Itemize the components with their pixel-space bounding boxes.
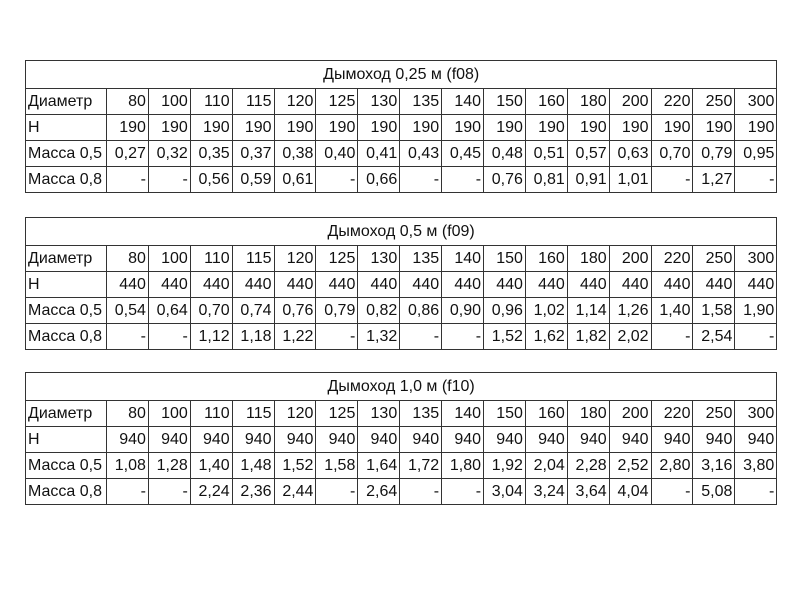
- table-cell: 0,57: [567, 141, 609, 167]
- table-cell: 130: [358, 246, 400, 272]
- row-label: Масса 0,8: [26, 479, 107, 505]
- table-cell: 440: [651, 272, 693, 298]
- table-cell: 440: [148, 272, 190, 298]
- table-cell: 940: [274, 427, 316, 453]
- row-label: Масса 0,5: [26, 141, 107, 167]
- table-cell: 120: [274, 246, 316, 272]
- table-cell: 110: [190, 401, 232, 427]
- table-cell: -: [316, 479, 358, 505]
- table-cell: 100: [148, 89, 190, 115]
- table-title-row: [26, 218, 777, 246]
- table-cell: 1,90: [735, 298, 777, 324]
- chimney-table-05: [25, 217, 777, 350]
- table-cell: 940: [316, 427, 358, 453]
- table-title: Дымоход 0,25 м (f08): [26, 61, 777, 89]
- table-cell: 0,66: [358, 167, 400, 193]
- table-cell: 190: [232, 115, 274, 141]
- table-cell: 3,24: [525, 479, 567, 505]
- table-cell: 440: [400, 272, 442, 298]
- table-cell: 150: [484, 89, 526, 115]
- table-cell: -: [107, 324, 149, 350]
- table-cell: 190: [107, 115, 149, 141]
- table-cell: 120: [274, 401, 316, 427]
- table-row: [26, 453, 777, 479]
- table-cell: 0,90: [442, 298, 484, 324]
- table-cell: 1,40: [190, 453, 232, 479]
- table-cell: 0,54: [107, 298, 149, 324]
- table-cell: 940: [567, 427, 609, 453]
- table-cell: 80: [107, 89, 149, 115]
- table-cell: 80: [107, 246, 149, 272]
- table-cell: -: [400, 479, 442, 505]
- table-cell: 160: [525, 246, 567, 272]
- table-cell: 940: [525, 427, 567, 453]
- table-cell: 940: [693, 427, 735, 453]
- table-cell: 190: [358, 115, 400, 141]
- table-cell: 250: [693, 401, 735, 427]
- table-cell: 440: [484, 272, 526, 298]
- table-cell: 0,70: [651, 141, 693, 167]
- table-cell: 125: [316, 246, 358, 272]
- table-cell: -: [651, 167, 693, 193]
- table-cell: 190: [274, 115, 316, 141]
- table-cell: 0,79: [316, 298, 358, 324]
- table-cell: 220: [651, 401, 693, 427]
- table-cell: 1,18: [232, 324, 274, 350]
- table-cell: 1,58: [693, 298, 735, 324]
- row-label: H: [26, 427, 107, 453]
- table-row: [26, 298, 777, 324]
- table-cell: 0,40: [316, 141, 358, 167]
- table-cell: 440: [190, 272, 232, 298]
- table-cell: -: [316, 167, 358, 193]
- table-cell: 115: [232, 246, 274, 272]
- table-cell: 200: [609, 246, 651, 272]
- table-row: [26, 115, 777, 141]
- table-cell: 1,52: [484, 324, 526, 350]
- table-cell: 440: [442, 272, 484, 298]
- table-cell: 3,04: [484, 479, 526, 505]
- table-cell: 1,28: [148, 453, 190, 479]
- table-cell: 440: [274, 272, 316, 298]
- table-cell: 190: [693, 115, 735, 141]
- table-cell: 2,54: [693, 324, 735, 350]
- table-cell: 440: [567, 272, 609, 298]
- table-cell: 940: [400, 427, 442, 453]
- table-cell: 2,36: [232, 479, 274, 505]
- table-cell: 440: [316, 272, 358, 298]
- table-cell: 300: [735, 401, 777, 427]
- row-label: Масса 0,8: [26, 324, 107, 350]
- table-cell: 220: [651, 246, 693, 272]
- table-cell: 80: [107, 401, 149, 427]
- table-cell: 3,16: [693, 453, 735, 479]
- table-title-row: [26, 61, 777, 89]
- table-cell: 0,96: [484, 298, 526, 324]
- table-cell: 1,48: [232, 453, 274, 479]
- table-cell: -: [148, 479, 190, 505]
- table-cell: 135: [400, 401, 442, 427]
- table-cell: 190: [525, 115, 567, 141]
- table-cell: -: [316, 324, 358, 350]
- table-cell: 0,70: [190, 298, 232, 324]
- table-cell: 180: [567, 89, 609, 115]
- table-cell: 2,52: [609, 453, 651, 479]
- table-cell: 3,64: [567, 479, 609, 505]
- row-label: Масса 0,5: [26, 298, 107, 324]
- table-cell: 1,80: [442, 453, 484, 479]
- table-cell: 180: [567, 401, 609, 427]
- table-cell: 1,32: [358, 324, 400, 350]
- table-cell: -: [735, 479, 777, 505]
- row-label: Диаметр: [26, 89, 107, 115]
- table-cell: 0,79: [693, 141, 735, 167]
- table-cell: 140: [442, 89, 484, 115]
- table-cell: 440: [107, 272, 149, 298]
- table-row: [26, 427, 777, 453]
- table-title: Дымоход 1,0 м (f10): [26, 373, 777, 401]
- table-cell: 1,14: [567, 298, 609, 324]
- table-cell: -: [442, 324, 484, 350]
- table-cell: 0,86: [400, 298, 442, 324]
- table-cell: 300: [735, 89, 777, 115]
- table-cell: -: [148, 167, 190, 193]
- table-cell: 0,61: [274, 167, 316, 193]
- table-cell: 2,64: [358, 479, 400, 505]
- table-cell: 0,95: [735, 141, 777, 167]
- table-cell: 940: [484, 427, 526, 453]
- table-cell: 940: [651, 427, 693, 453]
- table-cell: 440: [609, 272, 651, 298]
- table-cell: 0,37: [232, 141, 274, 167]
- table-cell: -: [442, 479, 484, 505]
- table-cell: 0,51: [525, 141, 567, 167]
- table-cell: 0,35: [190, 141, 232, 167]
- chimney-table-10: [25, 372, 777, 505]
- table-cell: -: [442, 167, 484, 193]
- table-cell: 0,32: [148, 141, 190, 167]
- table-cell: 2,24: [190, 479, 232, 505]
- table-cell: 940: [190, 427, 232, 453]
- table-row: [26, 167, 777, 193]
- table-cell: 2,04: [525, 453, 567, 479]
- table-cell: 200: [609, 401, 651, 427]
- table-cell: 250: [693, 89, 735, 115]
- table-cell: 190: [567, 115, 609, 141]
- table-cell: 190: [400, 115, 442, 141]
- table-cell: 0,48: [484, 141, 526, 167]
- table-cell: 200: [609, 89, 651, 115]
- table-cell: 0,38: [274, 141, 316, 167]
- table-cell: 940: [358, 427, 400, 453]
- table-row: [26, 246, 777, 272]
- table-cell: -: [400, 167, 442, 193]
- table-cell: 1,08: [107, 453, 149, 479]
- table-cell: 1,72: [400, 453, 442, 479]
- table-cell: 440: [232, 272, 274, 298]
- table-cell: 190: [190, 115, 232, 141]
- table-cell: 150: [484, 401, 526, 427]
- table-cell: 440: [358, 272, 400, 298]
- table-cell: 2,80: [651, 453, 693, 479]
- table-cell: 0,27: [107, 141, 149, 167]
- table-cell: 135: [400, 246, 442, 272]
- table-cell: 2,28: [567, 453, 609, 479]
- table-cell: 300: [735, 246, 777, 272]
- table-cell: 110: [190, 89, 232, 115]
- table-cell: 0,81: [525, 167, 567, 193]
- table-cell: 440: [525, 272, 567, 298]
- table-cell: -: [148, 324, 190, 350]
- table-cell: 150: [484, 246, 526, 272]
- table-cell: 0,41: [358, 141, 400, 167]
- table-cell: 140: [442, 401, 484, 427]
- table-cell: 5,08: [693, 479, 735, 505]
- table-cell: 3,80: [735, 453, 777, 479]
- table-cell: 115: [232, 401, 274, 427]
- table-row: [26, 479, 777, 505]
- table-cell: 100: [148, 401, 190, 427]
- table-cell: 125: [316, 89, 358, 115]
- table-row: [26, 401, 777, 427]
- table-cell: 0,74: [232, 298, 274, 324]
- row-label: Масса 0,5: [26, 453, 107, 479]
- table-cell: 940: [442, 427, 484, 453]
- table-cell: 4,04: [609, 479, 651, 505]
- table-cell: 1,27: [693, 167, 735, 193]
- table-cell: 1,82: [567, 324, 609, 350]
- table-cell: 180: [567, 246, 609, 272]
- table-cell: 140: [442, 246, 484, 272]
- table-cell: 135: [400, 89, 442, 115]
- table-cell: -: [400, 324, 442, 350]
- table-cell: 0,59: [232, 167, 274, 193]
- table-cell: 940: [232, 427, 274, 453]
- table-cell: 130: [358, 401, 400, 427]
- table-row: [26, 141, 777, 167]
- table-title: Дымоход 0,5 м (f09): [26, 218, 777, 246]
- table-cell: 0,76: [274, 298, 316, 324]
- table-row: [26, 324, 777, 350]
- table-cell: 0,43: [400, 141, 442, 167]
- table-cell: 1,64: [358, 453, 400, 479]
- row-label: Диаметр: [26, 401, 107, 427]
- table-cell: 160: [525, 401, 567, 427]
- table-cell: 190: [484, 115, 526, 141]
- table-cell: -: [735, 324, 777, 350]
- table-cell: 250: [693, 246, 735, 272]
- table-cell: 190: [442, 115, 484, 141]
- table-cell: 115: [232, 89, 274, 115]
- table-cell: 1,01: [609, 167, 651, 193]
- table-cell: -: [735, 167, 777, 193]
- table-cell: 190: [148, 115, 190, 141]
- table-cell: -: [651, 324, 693, 350]
- table-cell: 190: [316, 115, 358, 141]
- table-cell: 2,02: [609, 324, 651, 350]
- table-cell: -: [651, 479, 693, 505]
- table-cell: 940: [735, 427, 777, 453]
- table-cell: 1,62: [525, 324, 567, 350]
- table-cell: 0,82: [358, 298, 400, 324]
- table-cell: 100: [148, 246, 190, 272]
- table-cell: 190: [609, 115, 651, 141]
- table-cell: 0,56: [190, 167, 232, 193]
- table-cell: 440: [693, 272, 735, 298]
- row-label: H: [26, 115, 107, 141]
- table-cell: 1,52: [274, 453, 316, 479]
- row-label: Масса 0,8: [26, 167, 107, 193]
- table-cell: 160: [525, 89, 567, 115]
- table-cell: 940: [609, 427, 651, 453]
- table-cell: 1,12: [190, 324, 232, 350]
- chimney-table-025: [25, 60, 777, 193]
- table-title-row: [26, 373, 777, 401]
- table-cell: -: [107, 167, 149, 193]
- table-cell: 0,45: [442, 141, 484, 167]
- table-cell: 1,26: [609, 298, 651, 324]
- table-cell: 0,64: [148, 298, 190, 324]
- table-cell: 940: [107, 427, 149, 453]
- table-cell: 1,92: [484, 453, 526, 479]
- table-cell: 120: [274, 89, 316, 115]
- table-cell: 1,40: [651, 298, 693, 324]
- row-label: Диаметр: [26, 246, 107, 272]
- table-row: [26, 89, 777, 115]
- table-cell: 0,76: [484, 167, 526, 193]
- table-cell: 190: [735, 115, 777, 141]
- table-cell: 440: [735, 272, 777, 298]
- table-cell: 130: [358, 89, 400, 115]
- table-cell: 110: [190, 246, 232, 272]
- table-cell: -: [107, 479, 149, 505]
- table-cell: 0,63: [609, 141, 651, 167]
- table-cell: 1,02: [525, 298, 567, 324]
- table-cell: 190: [651, 115, 693, 141]
- table-cell: 1,22: [274, 324, 316, 350]
- table-cell: 2,44: [274, 479, 316, 505]
- table-cell: 125: [316, 401, 358, 427]
- table-cell: 940: [148, 427, 190, 453]
- table-cell: 1,58: [316, 453, 358, 479]
- table-cell: 220: [651, 89, 693, 115]
- table-cell: 0,91: [567, 167, 609, 193]
- row-label: H: [26, 272, 107, 298]
- table-row: [26, 272, 777, 298]
